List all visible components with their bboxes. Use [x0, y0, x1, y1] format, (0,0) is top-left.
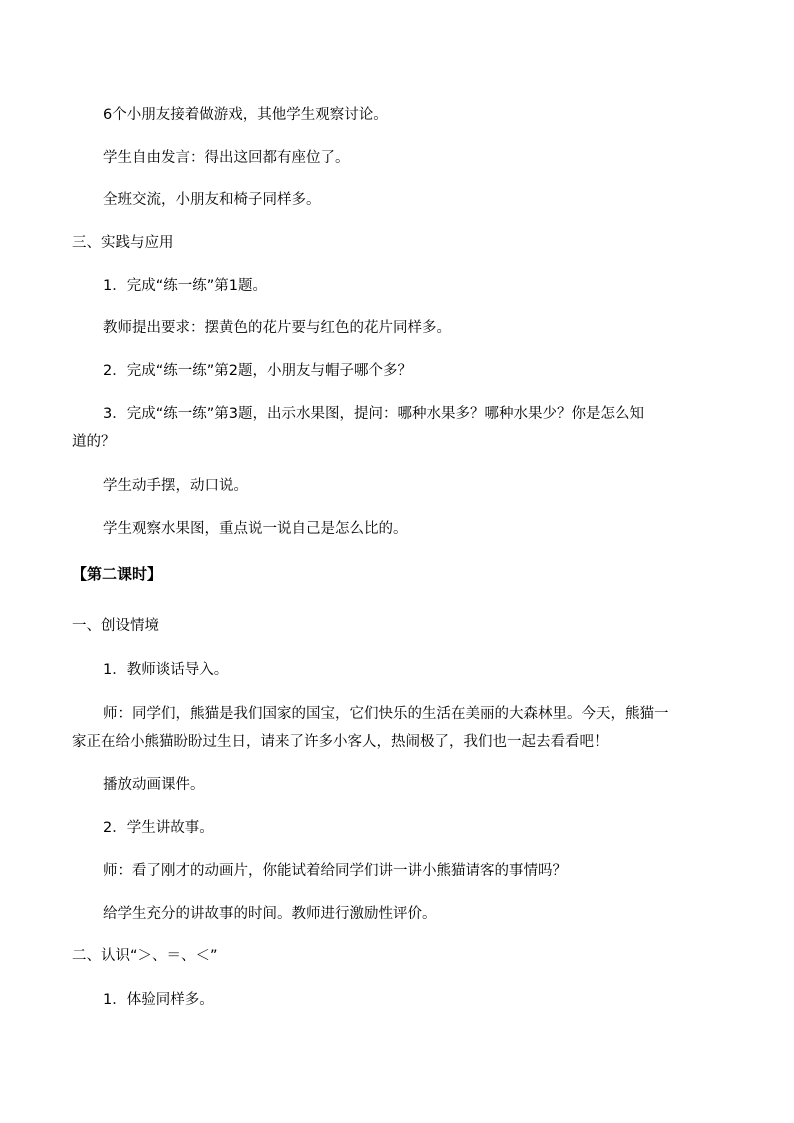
- lesson-heading-second: 【第二课时】: [72, 565, 163, 583]
- paragraph-hands-on: 学生动手摆，动口说。: [103, 478, 248, 494]
- paragraph-play-animation: 播放动画课件。: [103, 777, 205, 793]
- paragraph-student-speak: 学生自由发言：得出这回都有座位了。: [103, 150, 350, 166]
- paragraph-game-observe: 6个小朋友接着做游戏，其他学生观察讨论。: [103, 107, 388, 123]
- paragraph-teacher-request: 教师提出要求：摆黄色的花片要与红色的花片同样多。: [103, 320, 451, 336]
- paragraph-fruit-compare: 学生观察水果图，重点说一说自己是怎么比的。: [103, 521, 408, 537]
- paragraph-tell-story: 2．学生讲故事。: [103, 820, 214, 836]
- paragraph-intro-talk: 1．教师谈话导入。: [103, 662, 229, 678]
- paragraph-panda-story: 师：同学们，熊猫是我们国家的国宝，它们快乐的生活在美丽的大森林里。今天，熊猫一: [103, 706, 669, 722]
- paragraph-story-time: 给学生充分的讲故事的时间。教师进行激励性评价。: [103, 906, 437, 922]
- paragraph-exercise-3: 3．完成“练一练”第3题，出示水果图，提问：哪种水果多？哪种水果少？你是怎么知: [103, 406, 644, 422]
- section-heading-scenario: 一、创设情境: [72, 618, 159, 634]
- section-heading-symbols: 二、认识“＞、＝、＜”: [72, 948, 218, 964]
- paragraph-panda-story-cont: 家正在给小熊猫盼盼过生日，请来了许多小客人，热闹极了，我们也一起去看看吧！: [72, 734, 609, 750]
- paragraph-class-exchange: 全班交流，小朋友和椅子同样多。: [103, 192, 321, 208]
- paragraph-exercise-2: 2．完成“练一练”第2题，小朋友与帽子哪个多？: [103, 363, 412, 379]
- paragraph-exercise-1: 1．完成“练一练”第1题。: [103, 278, 267, 294]
- section-heading-practice: 三、实践与应用: [72, 235, 174, 251]
- paragraph-teacher-question: 师：看了刚才的动画片，你能试着给同学们讲一讲小熊猫请客的事情吗？: [103, 863, 567, 879]
- paragraph-experience-equal: 1．体验同样多。: [103, 992, 214, 1008]
- paragraph-exercise-3-cont: 道的？: [72, 434, 116, 450]
